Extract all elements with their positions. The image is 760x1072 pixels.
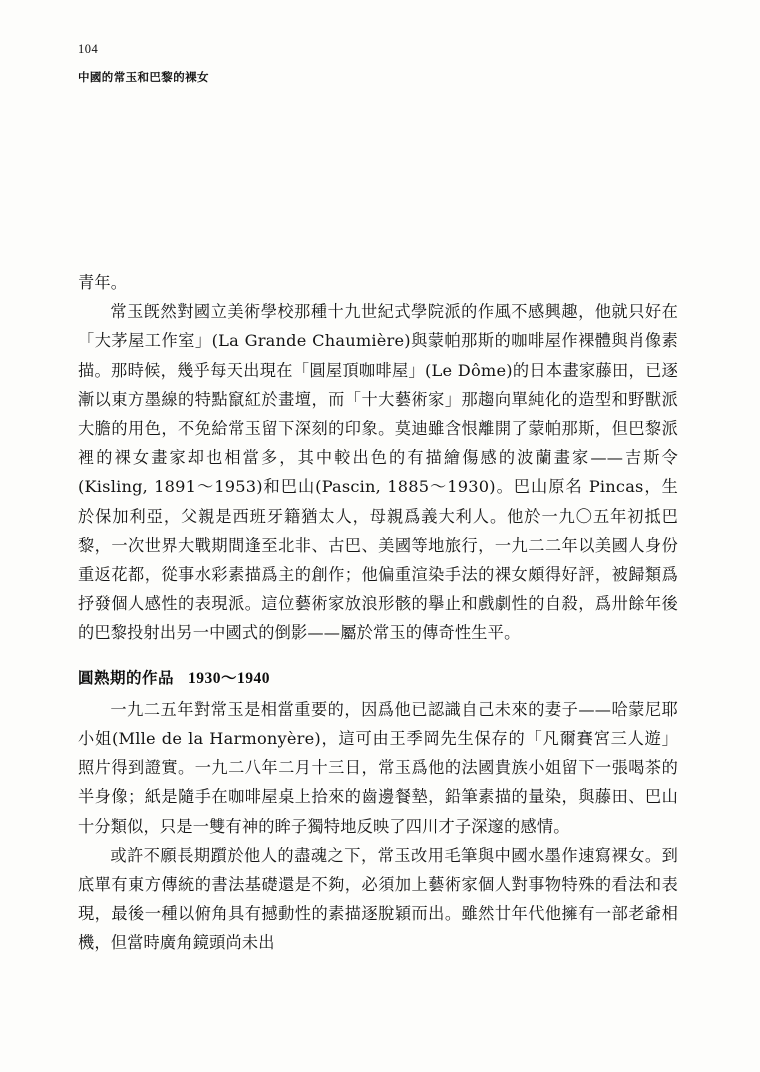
section-heading-years: 1930～1940: [188, 669, 271, 687]
body-text: [78, 268, 678, 958]
paragraph-1: 青年。: [78, 273, 128, 292]
running-head: 中國的常玉和巴黎的裸女: [78, 70, 209, 84]
paragraph-3: 一九二五年對常玉是相當重要的，因爲他已認識自己未來的妻子——哈蒙尼耶小姐(Mlle de la Harmonyère)，這可由王季岡先生保存的「凡爾賽宮三人遊」照片得到證實。一九二八年二月十三日，常玉爲他的法國貴族小姐留下一張喝茶的半身像；紙是隨手在咖啡屋桌上拾來的齒邊餐墊，鉛筆素描的量染，與藤田、巴山十分類似，只是一雙有神的眸子獨特地反映了四川才子深邃的感情。: [78, 699, 678, 836]
section-heading: [78, 664, 678, 693]
page-header: [78, 42, 682, 91]
section-heading-title: 圓熟期的作品: [78, 668, 175, 687]
page-number: 104: [78, 42, 99, 56]
paragraph-4: 或許不願長期躓於他人的盡魂之下，常玉改用毛筆與中國水墨作速寫裸女。到底單有東方傳統的書法基礎還是不夠，必須加上藝術家個人對事物特殊的看法和表現，最後一種以俯角具有撼動性的素描逐脫穎而出。雖然廿年代他擁有一部老爺相機，但當時廣角鏡頭尚未出: [78, 845, 678, 953]
paragraph-2: 常玉旣然對國立美術學校那種十九世紀式學院派的作風不感興趣，他就只好在「大茅屋工作室」(La Grande Chaumière)與蒙帕那斯的咖啡屋作裸體與肖像素描。那時候，幾乎每天出現在「圓屋頂咖啡屋」(Le Dôme)的日本畫家藤田，已逐漸以東方墨線的特點竄紅於畫壇，而「十大藝術家」那趨向單純化的造型和野獸派大膽的用色，不免給常玉留下深刻的印象。莫迪雖含恨離開了蒙帕那斯，但巴黎派裡的裸女畫家却也相當多，其中較出色的有描繪傷感的波蘭畫家——吉斯令(Kisling, 1891～1953)和巴山(Pascin, 1885～1930)。巴山原名 Pincas，生於保加利亞，父親是西班牙籍猶太人，母親爲義大利人。他於一九〇五年初抵巴黎，一次世界大戰期間逢至北非、古巴、美國等地旅行，一九二二年以美國人身份重返花都，從事水彩素描爲主的創作；他偏重渲染手法的裸女頗得好評，被歸類爲抒發個人感性的表現派。這位藝術家放浪形骸的擧止和戲劇性的自殺，爲卅餘年後的巴黎投射出另一中國式的倒影——屬於常玉的傳奇性生平。: [78, 302, 678, 643]
